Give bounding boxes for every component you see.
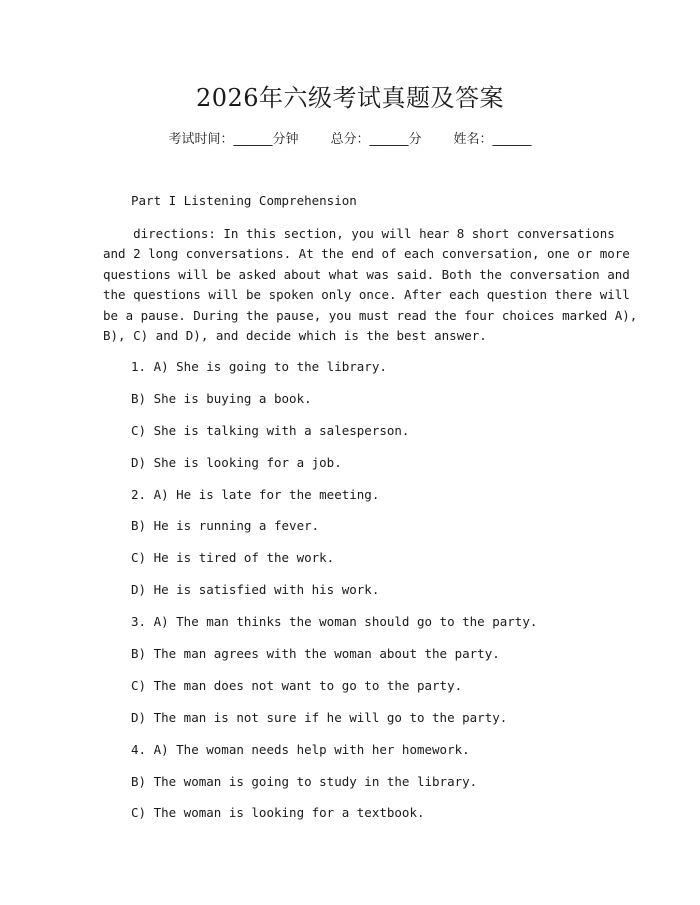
directions-line: directions: In this section, you will hear 8 short conversations (103, 226, 615, 241)
question-option: 3. A) The man thinks the woman should go to the party. (131, 614, 538, 630)
exam-time-field: 考试时间：______分钟 (168, 132, 299, 147)
question-option: 2. A) He is late for the meeting. (131, 486, 380, 502)
question-option: C) She is talking with a salesperson. (131, 422, 410, 438)
directions-line: B), C) and D), and decide which is the best answer. (103, 327, 487, 343)
question-option: 4. A) The woman needs help with her homework. (131, 741, 470, 757)
directions-line: questions will be asked about what was said. Both the conversation and (103, 266, 630, 282)
question-list (131, 357, 611, 835)
directions-line: be a pause. During the pause, you must read the four choices marked A), (103, 307, 638, 323)
question-option: B) The woman is going to study in the library. (131, 773, 478, 789)
total-score-field: 总分：______分 (330, 132, 422, 147)
exam-info-line (0, 130, 700, 150)
question-option: D) The man is not sure if he will go to the party. (131, 709, 508, 725)
question-option: B) He is running a fever. (131, 518, 320, 534)
question-option: 1. A) She is going to the library. (131, 359, 387, 374)
question-option: D) He is satisfied with his work. (131, 582, 380, 598)
directions-paragraph (103, 224, 638, 346)
question-option: B) The man agrees with the woman about the party. (131, 646, 500, 662)
question-option: C) He is tired of the work. (131, 550, 335, 566)
question-option: B) She is buying a book. (131, 390, 312, 406)
section-heading: Part I Listening Comprehension (131, 193, 357, 208)
document-title: 2026年六级考试真题及答案 (195, 84, 505, 112)
directions-line: and 2 long conversations. At the end of each conversation, one or more (103, 246, 630, 262)
question-option: C) The woman is looking for a textbook. (131, 805, 425, 821)
question-option: C) The man does not want to go to the party. (131, 677, 463, 693)
name-field: 姓名：______ (453, 132, 532, 147)
question-option: D) She is looking for a job. (131, 454, 342, 470)
directions-line: the questions will be spoken only once. After each question there will (103, 287, 630, 303)
